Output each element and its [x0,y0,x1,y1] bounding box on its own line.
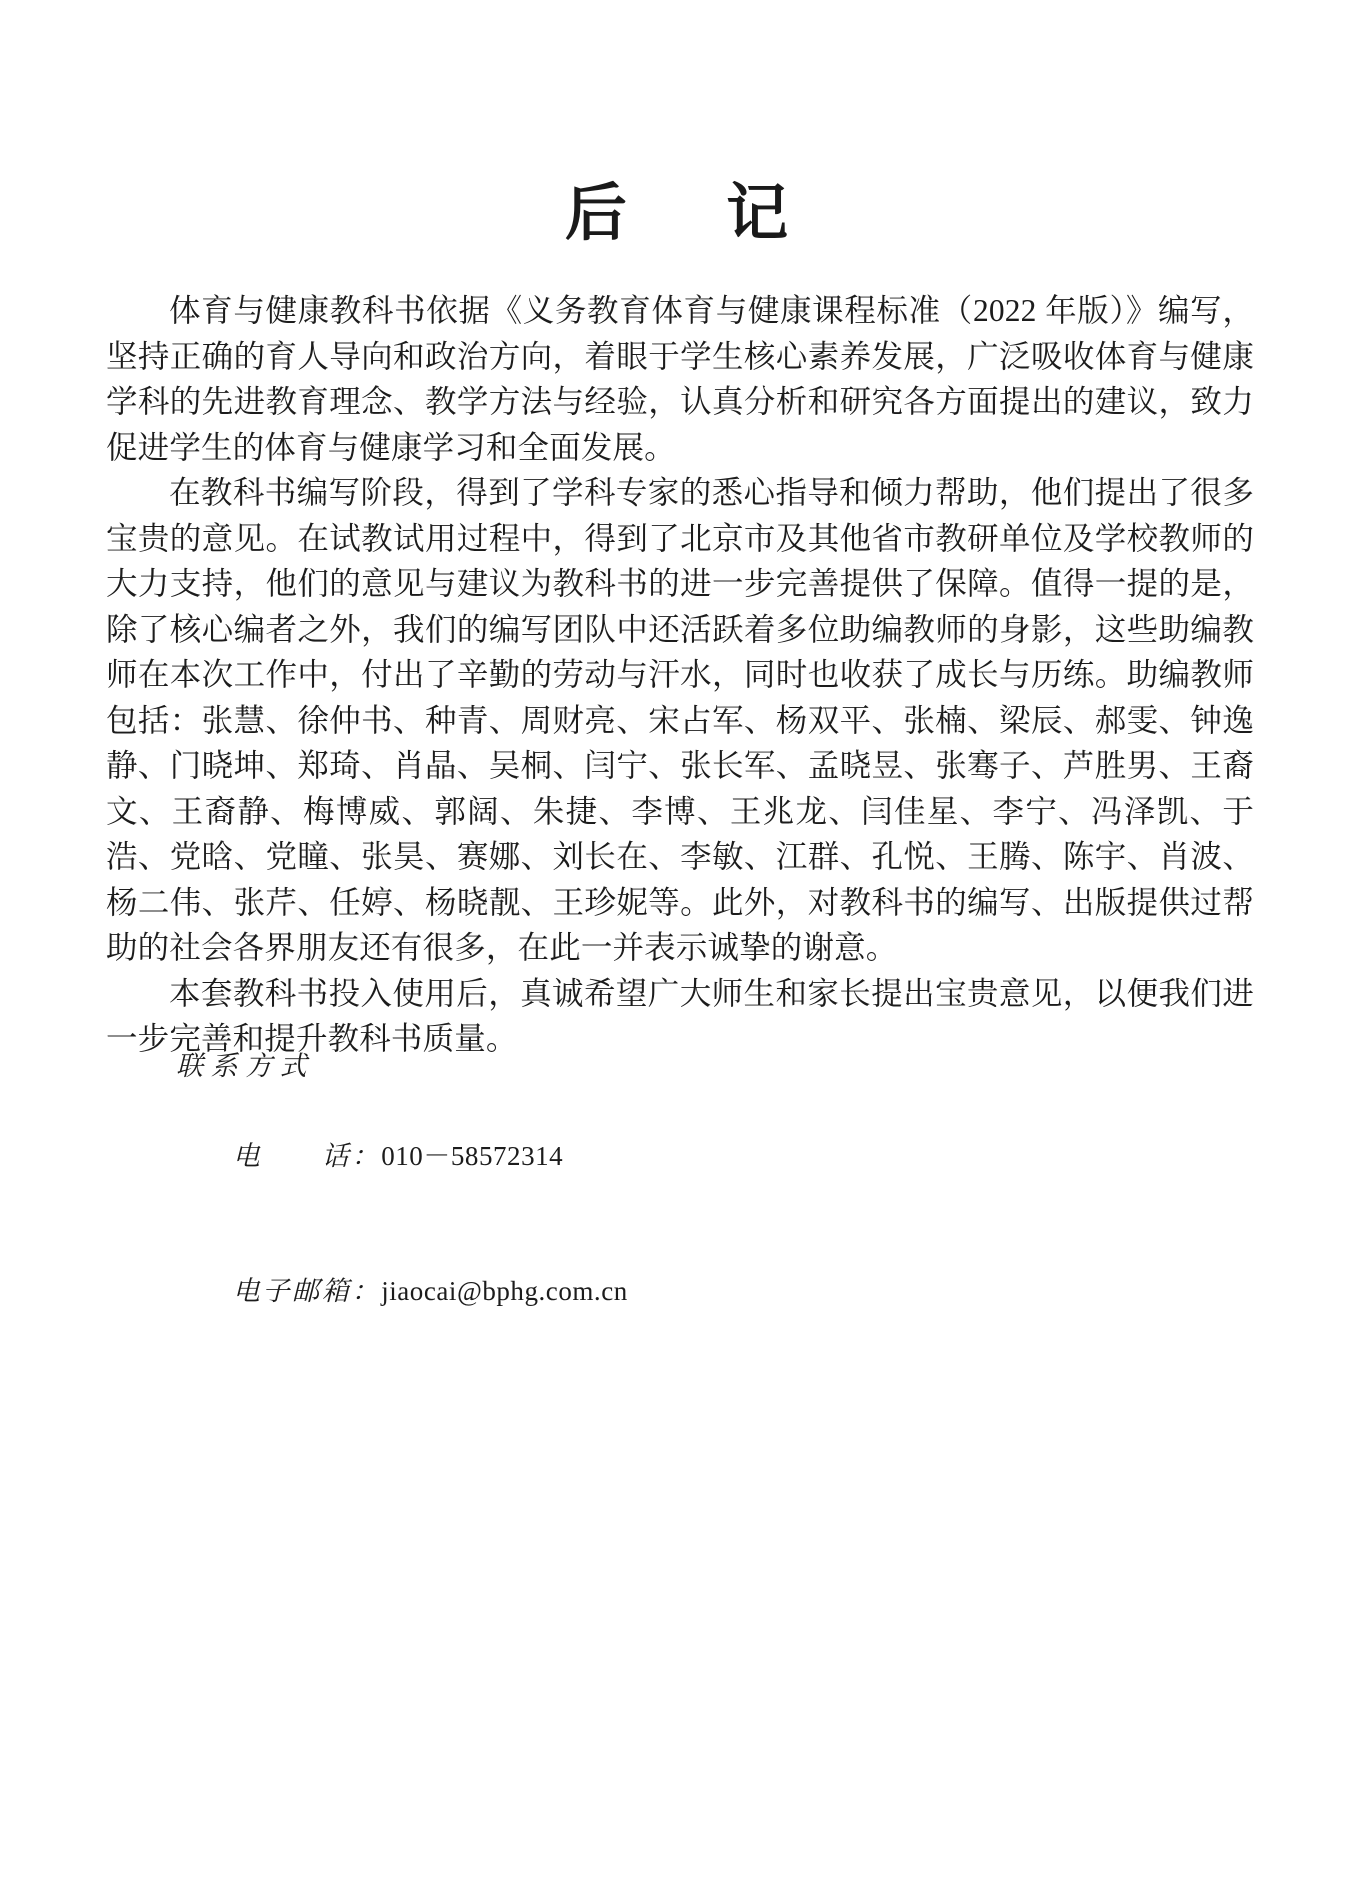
contact-phone-value: 010－58572314 [381,1141,564,1171]
body-text-block [106,288,1254,1062]
contact-block [176,1044,976,1359]
contact-heading: 联系方式 [176,1051,315,1081]
paragraph-1: 体育与健康教科书依据《义务教育体育与健康课程标准（2022 年版）》编写，坚持正确的育人导向和政治方向，着眼于学生核心素养发展，广泛吸收体育与健康学科的先进教育理念、教学方法与经验，认真分析和研究各方面提出的建议，致力促进学生的体育与健康学习和全面发展。 [106,293,1254,465]
contact-email-label: 电子邮箱： [232,1276,382,1306]
contact-phone-row [176,1089,976,1224]
contact-phone-label: 电 话： [232,1141,382,1171]
contact-email-value: jiaocai@bphg.com.cn [381,1276,628,1306]
paragraph-2: 在教科书编写阶段，得到了学科专家的悉心指导和倾力帮助，他们提出了很多宝贵的意见。在试教试用过程中，得到了北京市及其他省市教研单位及学校教师的大力支持，他们的意见与建议为教科书的进一步完善提供了保障。值得一提的是，除了核心编者之外，我们的编写团队中还活跃着多位助编教师的身影，这些助编教师在本次工作中，付出了辛勤的劳动与汗水，同时也收获了成长与历练。助编教师包括：张慧、徐仲书、种青、周财亮、宋占军、杨双平、张楠、梁辰、郝雯、钟逸静、门晓坤、郑琦、肖晶、吴桐、闫宁、张长军、孟晓昱、张骞子、芦胜男、王裔文、王裔静、梅博威、郭阔、朱捷、李博、王兆龙、闫佳星、李宁、冯泽凯、于浩、党晗、党瞳、张昊、赛娜、刘长在、李敏、江群、孔悦、王腾、陈宇、肖波、杨二伟、张芹、任婷、杨晓靓、王珍妮等。此外，对教科书的编写、出版提供过帮助的社会各界朋友还有很多，在此一并表示诚挚的谢意。 [106,475,1254,965]
contact-email-row [176,1224,976,1359]
page-title: 后 记 [564,179,807,248]
paragraph-3: 本套教科书投入使用后，真诚希望广大师生和家长提出宝贵意见，以便我们进一步完善和提升教科书质量。 [106,975,1254,1056]
